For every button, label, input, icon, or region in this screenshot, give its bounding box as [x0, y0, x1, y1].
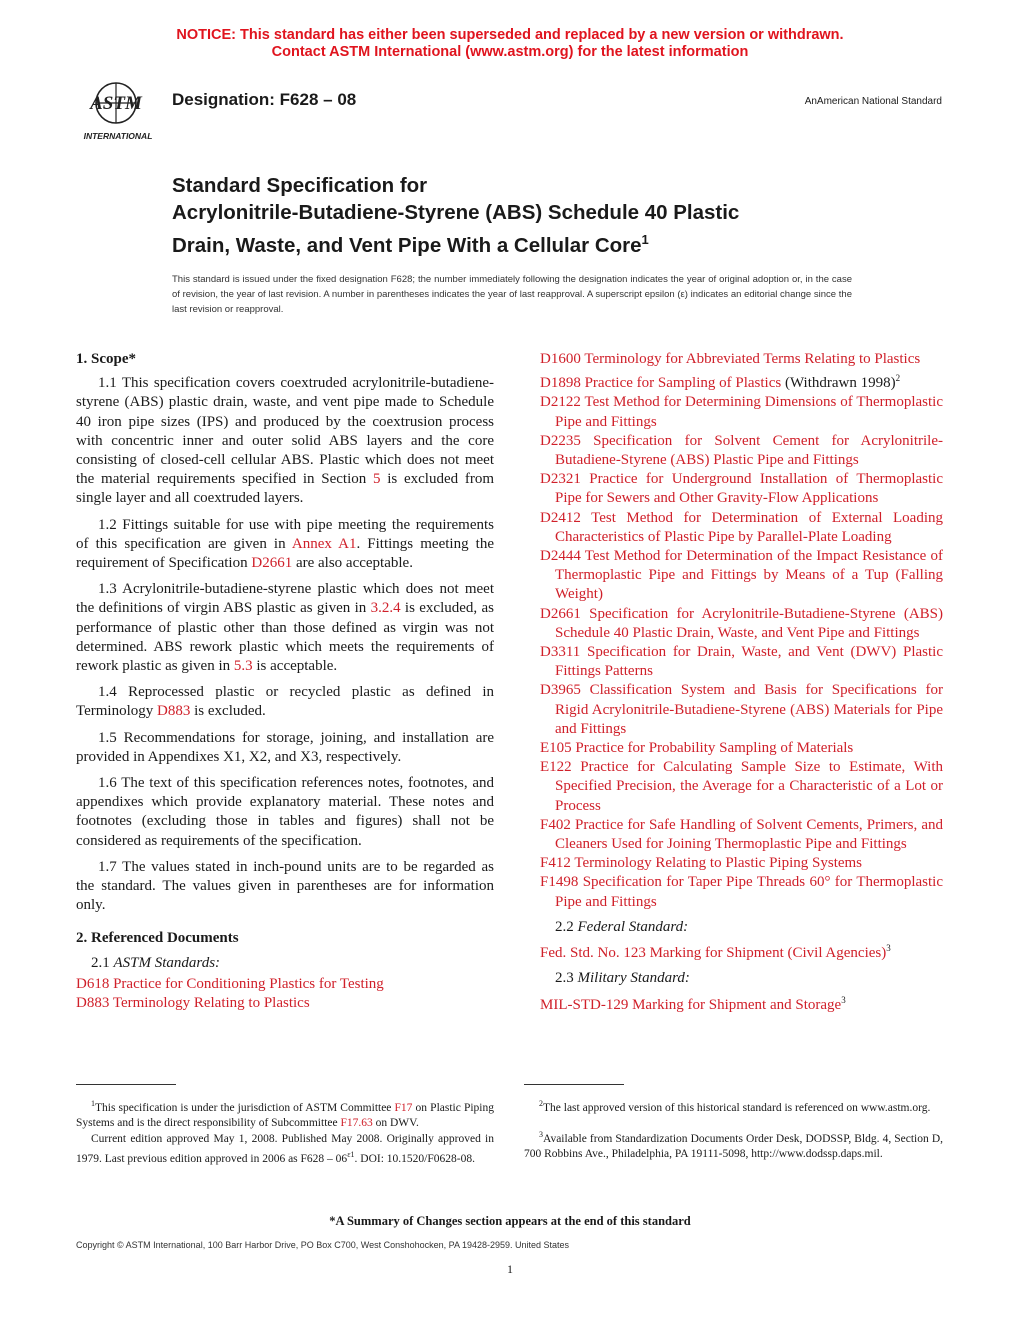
- document-title: [172, 172, 932, 259]
- ref-code-d3965[interactable]: D3965: [540, 682, 581, 699]
- ref-title[interactable]: Test Method for Determination of the Impact Resistance of Thermoplastic Pipe and Fittings by Means of a Tup (Falling Weight): [555, 548, 943, 603]
- astm-standards-label: 2.1 ASTM Standards:: [91, 954, 221, 971]
- ref-title[interactable]: Practice for Safe Handling of Solvent Cements, Primers, and Cleaners Used for Joining Thermoplastic Pipe and Fittings: [555, 816, 943, 853]
- ref-title[interactable]: Practice for Conditioning Plastics for Testing: [113, 975, 384, 992]
- ref-code-d2321[interactable]: D2321: [540, 471, 581, 488]
- federal-standard-label: 2.2 Federal Standard:: [555, 918, 689, 935]
- ref-title[interactable]: Test Method for Determination of External Loading Characteristics of Plastic Pipe by Parallel-Plate Loading: [555, 509, 943, 545]
- title-line-1: Standard Specification for: [172, 174, 428, 197]
- para-1-5: 1.5 Recommendations for storage, joining, and installation are provided in Appendixes X1, X2, and X3, respectively.: [76, 729, 494, 765]
- logo-wordmark: ASTM: [90, 93, 142, 114]
- title-line-3-text: Drain, Waste, and Vent Pipe With a Cellular Core: [172, 233, 642, 257]
- title-line-3: [172, 226, 932, 259]
- reference-item: [540, 643, 943, 681]
- ref-code-d1898[interactable]: D1898: [540, 375, 581, 392]
- reference-item: [540, 854, 943, 873]
- link-annex-a1[interactable]: Annex A1: [291, 535, 357, 552]
- reference-item: [540, 605, 943, 643]
- astm-logo: [76, 76, 162, 144]
- ref-footnote-mark: 3: [841, 994, 846, 1005]
- section-2-heading: 2. Referenced Documents: [76, 930, 239, 947]
- ref-title[interactable]: Practice for Calculating Sample Size to Estimate, With Specified Precision, the Average for a Characteristic of a Lot or Process: [555, 759, 943, 814]
- ref-code-d2235[interactable]: D2235: [540, 432, 581, 449]
- ref-title[interactable]: Specification for Solvent Cement for Acrylonitrile-Butadiene-Styrene (ABS) Plastic Pipe and Fittings: [555, 432, 943, 469]
- reference-item: [540, 350, 943, 369]
- ref-status: (Withdrawn 1998): [781, 375, 896, 392]
- reference-item: [540, 816, 943, 854]
- ref-footnote-mark: 2: [895, 373, 901, 384]
- american-national-standard-label: AnAmerican National Standard: [804, 96, 942, 107]
- right-column: [540, 350, 943, 1015]
- footnote-2: $^2$The last approved version of this historical standard is referenced on www.astm.org.: [539, 1099, 931, 1114]
- logo-subtext: INTERNATIONAL: [83, 131, 153, 141]
- title-footnote-mark: 1: [641, 232, 649, 247]
- reference-item: [540, 758, 943, 816]
- reference-item: [540, 470, 943, 508]
- ref-title[interactable]: Marking for Shipment (Civil Agencies): [649, 945, 887, 962]
- para-1-3: 1.3 Acrylonitrile-butadiene-styrene plastic which does not meet the definitions of virgin ABS plastic as given in 3.2.4 is excluded, as performance of plastic other than those defined as virgin was not determined. ABS rework plastic which meets the requirements of rework plastic as given in 5.3 is acceptable.: [76, 581, 495, 675]
- ref-code-d1600[interactable]: D1600: [540, 351, 581, 367]
- link-f17-63[interactable]: F17.63: [340, 1117, 373, 1130]
- link-3-2-4[interactable]: 3.2.4: [370, 600, 401, 617]
- reference-item: [540, 432, 943, 470]
- ref-code-d883[interactable]: D883: [76, 995, 110, 1012]
- ref-code-d618[interactable]: D618: [76, 975, 110, 992]
- footnote-1: $^1$This specification is under the jurisdiction of ASTM Committee F17 on Plastic Piping Systems and is the direct responsibility of Subcommittee F17.63 on DWV. Current edition approved May 1, 2008. Published May 2008. Originally approved in 1979. Last previous edition approved in 2006 as $F628 - 06^{\varepsilon 1}$. DOI: 10.1520/F0628-08.: [76, 1099, 494, 1166]
- notice-line-1: NOTICE: This standard has either been superseded and replaced by a new version or withdrawn.: [176, 27, 844, 43]
- para-1-7: 1.7 The values stated in inch-pound units are to be regarded as the standard. The values given in parentheses are for information only.: [76, 858, 494, 914]
- copyright: Copyright © ASTM International, 100 Barr Harbor Drive, PO Box C700, West Conshohocken, PA 19428-2959. United States: [76, 1240, 570, 1250]
- ref-title[interactable]: Specification for Drain, Waste, and Vent (DWV) Plastic Fittings Patterns: [555, 644, 943, 680]
- reference-item: [540, 681, 943, 739]
- reference-item: [540, 369, 943, 393]
- para-1-2: 1.2 Fittings suitable for use with pipe meeting the requirements of this specification are given in Annex A1. Fittings meeting the requirement of Specification D2661 are also acceptable.: [76, 516, 494, 572]
- link-f17[interactable]: F17: [394, 1101, 413, 1114]
- right-reference-list: [540, 350, 943, 912]
- ref-code-f412[interactable]: F412: [540, 855, 571, 872]
- link-d883[interactable]: D883: [157, 703, 191, 720]
- ref-code-d3311[interactable]: D3311: [540, 644, 581, 661]
- reference-item: [540, 739, 943, 758]
- ref-title[interactable]: Practice for Sampling of Plastics: [584, 375, 782, 392]
- link-section-5[interactable]: 5: [372, 471, 381, 488]
- withdrawal-notice: [0, 27, 1020, 61]
- footnote-rule-left: [76, 1084, 176, 1085]
- summary-of-changes-note: *A Summary of Changes section appears at the end of this standard: [329, 1214, 691, 1228]
- reference-item: [540, 991, 943, 1015]
- ref-code-f1498[interactable]: F1498: [540, 874, 579, 891]
- notice-line-2: Contact ASTM International (www.astm.org) for the latest information: [271, 44, 749, 60]
- issuance-note: This standard is issued under the fixed designation F628; the number immediately following the designation indicates the year of original adoption or, in the case of revision, the year of last revision. A number in parentheses indicates the year of last reapproval. A superscript epsilon (ε) indicates an editorial change since the last revision or reapproval.: [172, 274, 852, 315]
- ref-footnote-mark: 3: [886, 943, 891, 954]
- ref-title[interactable]: Specification for Taper Pipe Threads 60° for Thermoplastic Pipe and Fittings: [555, 874, 943, 910]
- para-1-4: 1.4 Reprocessed plastic or recycled plastic as defined in Terminology D883 is excluded.: [76, 684, 494, 720]
- designation: Designation: F628 – 08: [172, 90, 357, 109]
- ref-code-mil-std-129[interactable]: MIL-STD-129: [540, 996, 629, 1013]
- title-line-2: Acrylonitrile-Butadiene-Styrene (ABS) Schedule 40 Plastic: [172, 201, 740, 224]
- ref-code-d2122[interactable]: D2122: [540, 394, 581, 411]
- para-1-1: 1.1 This specification covers coextruded acrylonitrile-butadiene-styrene (ABS) plastic drain, waste, and vent pipe made to Schedule 40 iron pipe sizes (IPS) and produced by the coextrusion process with concentric inner and outer solid ABS layers and the core consisting of closed-cell cellular ABS. Plastic which does not meet the material requirements specified in Section 5 is excluded from single layer and all coextruded layers.: [76, 375, 494, 507]
- footnote-rule-right: [524, 1084, 624, 1085]
- para-1-6: 1.6 The text of this specification references notes, footnotes, and appendixes which provide explanatory material. These notes and footnotes (excluding those in tables and figures) shall not be considered as requirements of the specification.: [76, 775, 494, 849]
- ref-title[interactable]: Marking for Shipment and Storage: [632, 996, 842, 1013]
- reference-item: [540, 547, 943, 605]
- ref-code-d2412[interactable]: D2412: [540, 509, 581, 526]
- link-d2661[interactable]: D2661: [251, 555, 293, 572]
- link-5-3[interactable]: 5.3: [233, 658, 253, 675]
- reference-item: [540, 873, 943, 911]
- ref-code-d2444[interactable]: D2444: [540, 548, 581, 565]
- ref-title[interactable]: Test Method for Determining Dimensions of Thermoplastic Pipe and Fittings: [555, 394, 943, 430]
- reference-item: [540, 393, 943, 431]
- ref-title[interactable]: Terminology Relating to Plastics: [112, 995, 310, 1012]
- reference-item: [540, 509, 943, 547]
- left-reference-list: [76, 975, 494, 1013]
- reference-item: [76, 975, 494, 994]
- left-column: [76, 350, 494, 1013]
- ref-code-f402[interactable]: F402: [540, 816, 571, 833]
- military-standard-label: 2.3 Military Standard:: [555, 970, 690, 987]
- ref-title[interactable]: Specification for Acrylonitrile-Butadiene-Styrene (ABS) Schedule 40 Plastic Drain, Waste, and Vent Pipe and Fittings: [555, 605, 944, 641]
- section-1-heading: 1. Scope*: [76, 351, 136, 367]
- reference-item: [540, 939, 943, 963]
- ref-code-e105[interactable]: E105: [540, 740, 572, 757]
- ref-title[interactable]: Classification System and Basis for Specifications for Rigid Acrylonitrile-Butadiene-Styrene (ABS) Materials for Pipe and Fittings: [555, 682, 944, 737]
- ref-code-fed-std-123[interactable]: Fed. Std. No. 123: [540, 945, 646, 962]
- ref-code-d2661[interactable]: D2661: [540, 605, 581, 622]
- ref-title[interactable]: Terminology for Abbreviated Terms Relating to Plastics: [584, 351, 921, 367]
- ref-title[interactable]: Practice for Underground Installation of Thermoplastic Pipe for Sewers and Other Gravity-Flow Applications: [555, 471, 943, 507]
- ref-title[interactable]: Practice for Probability Sampling of Materials: [575, 740, 854, 757]
- footnote-3: $^3$Available from Standardization Documents Order Desk, DODSSP, Bldg. 4, Section D, 700 Robbins Ave., Philadelphia, PA 19111-5098, http://www.dodssp.daps.mil.: [524, 1130, 943, 1161]
- reference-item: [76, 994, 494, 1013]
- ref-code-e122[interactable]: E122: [540, 759, 572, 776]
- page-number: 1: [507, 1262, 513, 1276]
- ref-title[interactable]: Terminology Relating to Plastic Piping Systems: [574, 855, 863, 872]
